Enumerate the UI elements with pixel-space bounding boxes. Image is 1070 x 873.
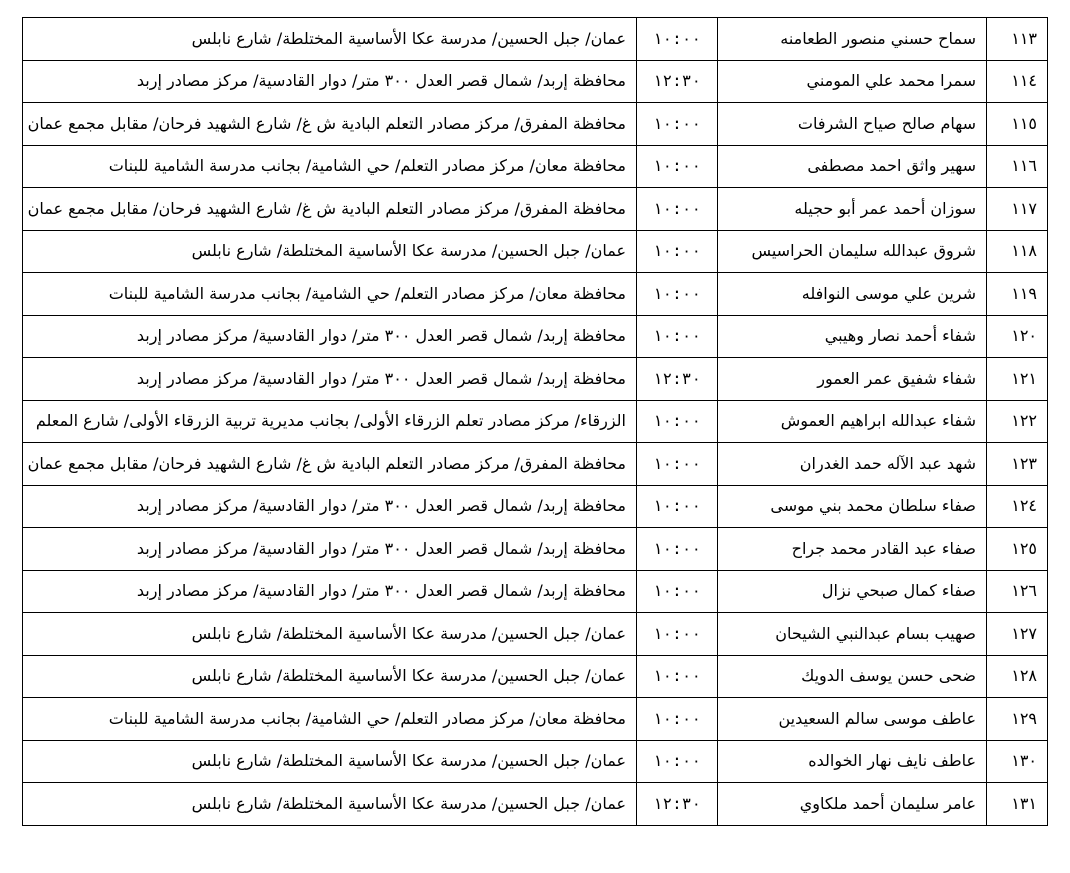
row-location: محافظة إربد/ شمال قصر العدل ٣٠٠ متر/ دوار القادسية/ مركز مصادر إربد bbox=[23, 60, 637, 103]
table-row bbox=[23, 145, 1048, 188]
row-number: ١٢١ bbox=[987, 358, 1048, 401]
row-location: محافظة إربد/ شمال قصر العدل ٣٠٠ متر/ دوار القادسية/ مركز مصادر إربد bbox=[23, 485, 637, 528]
row-time: ١٠:٠٠ bbox=[637, 485, 718, 528]
row-name: سوزان أحمد عمر أبو حجيله bbox=[718, 188, 987, 231]
row-location: محافظة معان/ مركز مصادر التعلم/ حي الشامية/ بجانب مدرسة الشامية للبنات bbox=[23, 698, 637, 741]
row-name: سهير واثق احمد مصطفى bbox=[718, 145, 987, 188]
row-number: ١١٥ bbox=[987, 103, 1048, 146]
row-name: شفاء أحمد نصار وهيبي bbox=[718, 315, 987, 358]
row-name: شفاء شفيق عمر العمور bbox=[718, 358, 987, 401]
row-time: ١٠:٠٠ bbox=[637, 230, 718, 273]
row-time: ١٠:٠٠ bbox=[637, 315, 718, 358]
row-number: ١٢٨ bbox=[987, 655, 1048, 698]
row-time: ١٠:٠٠ bbox=[637, 570, 718, 613]
row-name: عاطف نايف نهار الخوالده bbox=[718, 740, 987, 783]
row-time: ١٠:٠٠ bbox=[637, 698, 718, 741]
table-row bbox=[23, 400, 1048, 443]
row-number: ١٢٥ bbox=[987, 528, 1048, 571]
row-number: ١١٩ bbox=[987, 273, 1048, 316]
row-location: محافظة معان/ مركز مصادر التعلم/ حي الشامية/ بجانب مدرسة الشامية للبنات bbox=[23, 273, 637, 316]
row-location: محافظة المفرق/ مركز مصادر التعلم البادية ش غ/ شارع الشهيد فرحان/ مقابل مجمع عمان bbox=[23, 103, 637, 146]
table-row bbox=[23, 485, 1048, 528]
row-name: سماح حسني منصور الطعامنه bbox=[718, 18, 987, 61]
table-row bbox=[23, 570, 1048, 613]
row-name: سهام صالح صياح الشرفات bbox=[718, 103, 987, 146]
row-location: محافظة المفرق/ مركز مصادر التعلم البادية ش غ/ شارع الشهيد فرحان/ مقابل مجمع عمان bbox=[23, 188, 637, 231]
table-row bbox=[23, 103, 1048, 146]
row-number: ١٢٠ bbox=[987, 315, 1048, 358]
row-time: ١٢:٣٠ bbox=[637, 783, 718, 826]
row-name: سمرا محمد علي المومني bbox=[718, 60, 987, 103]
table-row bbox=[23, 740, 1048, 783]
row-number: ١٢٩ bbox=[987, 698, 1048, 741]
row-time: ١٠:٠٠ bbox=[637, 273, 718, 316]
row-number: ١٢٣ bbox=[987, 443, 1048, 486]
row-number: ١١٨ bbox=[987, 230, 1048, 273]
roster-sheet bbox=[22, 17, 1048, 826]
row-time: ١٠:٠٠ bbox=[637, 740, 718, 783]
row-time: ١٠:٠٠ bbox=[637, 443, 718, 486]
row-name: صفاء كمال صبحي نزال bbox=[718, 570, 987, 613]
row-location: الزرقاء/ مركز مصادر تعلم الزرقاء الأولى/ بجانب مديرية تربية الزرقاء الأولى/ شارع المعلم bbox=[23, 400, 637, 443]
row-time: ١٠:٠٠ bbox=[637, 613, 718, 656]
table-row bbox=[23, 698, 1048, 741]
table-row bbox=[23, 18, 1048, 61]
row-time: ١٢:٣٠ bbox=[637, 60, 718, 103]
table-row bbox=[23, 443, 1048, 486]
row-time: ١٢:٣٠ bbox=[637, 358, 718, 401]
table-row bbox=[23, 60, 1048, 103]
row-location: عمان/ جبل الحسين/ مدرسة عكا الأساسية المختلطة/ شارع نابلس bbox=[23, 655, 637, 698]
row-time: ١٠:٠٠ bbox=[637, 655, 718, 698]
row-name: صهيب بسام عبدالنبي الشيحان bbox=[718, 613, 987, 656]
row-name: صفاء عبد القادر محمد جراح bbox=[718, 528, 987, 571]
row-time: ١٠:٠٠ bbox=[637, 103, 718, 146]
row-location: محافظة معان/ مركز مصادر التعلم/ حي الشامية/ بجانب مدرسة الشامية للبنات bbox=[23, 145, 637, 188]
row-location: عمان/ جبل الحسين/ مدرسة عكا الأساسية المختلطة/ شارع نابلس bbox=[23, 230, 637, 273]
row-location: عمان/ جبل الحسين/ مدرسة عكا الأساسية المختلطة/ شارع نابلس bbox=[23, 740, 637, 783]
row-time: ١٠:٠٠ bbox=[637, 400, 718, 443]
row-location: محافظة إربد/ شمال قصر العدل ٣٠٠ متر/ دوار القادسية/ مركز مصادر إربد bbox=[23, 315, 637, 358]
roster-body bbox=[23, 18, 1048, 826]
table-row bbox=[23, 315, 1048, 358]
table-row bbox=[23, 188, 1048, 231]
row-location: محافظة المفرق/ مركز مصادر التعلم البادية ش غ/ شارع الشهيد فرحان/ مقابل مجمع عمان bbox=[23, 443, 637, 486]
table-row bbox=[23, 528, 1048, 571]
table-row bbox=[23, 783, 1048, 826]
row-time: ١٠:٠٠ bbox=[637, 18, 718, 61]
row-location: عمان/ جبل الحسين/ مدرسة عكا الأساسية المختلطة/ شارع نابلس bbox=[23, 783, 637, 826]
row-time: ١٠:٠٠ bbox=[637, 188, 718, 231]
row-time: ١٠:٠٠ bbox=[637, 528, 718, 571]
table-row bbox=[23, 655, 1048, 698]
row-location: محافظة إربد/ شمال قصر العدل ٣٠٠ متر/ دوار القادسية/ مركز مصادر إربد bbox=[23, 528, 637, 571]
table-row bbox=[23, 613, 1048, 656]
row-name: شرين علي موسى النوافله bbox=[718, 273, 987, 316]
row-number: ١٣١ bbox=[987, 783, 1048, 826]
row-name: شفاء عبدالله ابراهيم العموش bbox=[718, 400, 987, 443]
row-number: ١١٤ bbox=[987, 60, 1048, 103]
row-name: ضحى حسن يوسف الدويك bbox=[718, 655, 987, 698]
row-number: ١٢٧ bbox=[987, 613, 1048, 656]
row-name: صفاء سلطان محمد بني موسى bbox=[718, 485, 987, 528]
row-location: محافظة إربد/ شمال قصر العدل ٣٠٠ متر/ دوار القادسية/ مركز مصادر إربد bbox=[23, 358, 637, 401]
row-number: ١١٣ bbox=[987, 18, 1048, 61]
row-number: ١٢٤ bbox=[987, 485, 1048, 528]
row-number: ١٣٠ bbox=[987, 740, 1048, 783]
row-location: عمان/ جبل الحسين/ مدرسة عكا الأساسية المختلطة/ شارع نابلس bbox=[23, 18, 637, 61]
row-name: عامر سليمان أحمد ملكاوي bbox=[718, 783, 987, 826]
row-name: شهد عبد الآله حمد الغدران bbox=[718, 443, 987, 486]
row-number: ١١٦ bbox=[987, 145, 1048, 188]
row-location: محافظة إربد/ شمال قصر العدل ٣٠٠ متر/ دوار القادسية/ مركز مصادر إربد bbox=[23, 570, 637, 613]
row-number: ١١٧ bbox=[987, 188, 1048, 231]
row-location: عمان/ جبل الحسين/ مدرسة عكا الأساسية المختلطة/ شارع نابلس bbox=[23, 613, 637, 656]
row-name: شروق عبدالله سليمان الحراسيس bbox=[718, 230, 987, 273]
row-number: ١٢٢ bbox=[987, 400, 1048, 443]
table-row bbox=[23, 273, 1048, 316]
row-number: ١٢٦ bbox=[987, 570, 1048, 613]
row-time: ١٠:٠٠ bbox=[637, 145, 718, 188]
table-row bbox=[23, 230, 1048, 273]
table-row bbox=[23, 358, 1048, 401]
row-name: عاطف موسى سالم السعيدين bbox=[718, 698, 987, 741]
roster-table bbox=[22, 17, 1048, 826]
